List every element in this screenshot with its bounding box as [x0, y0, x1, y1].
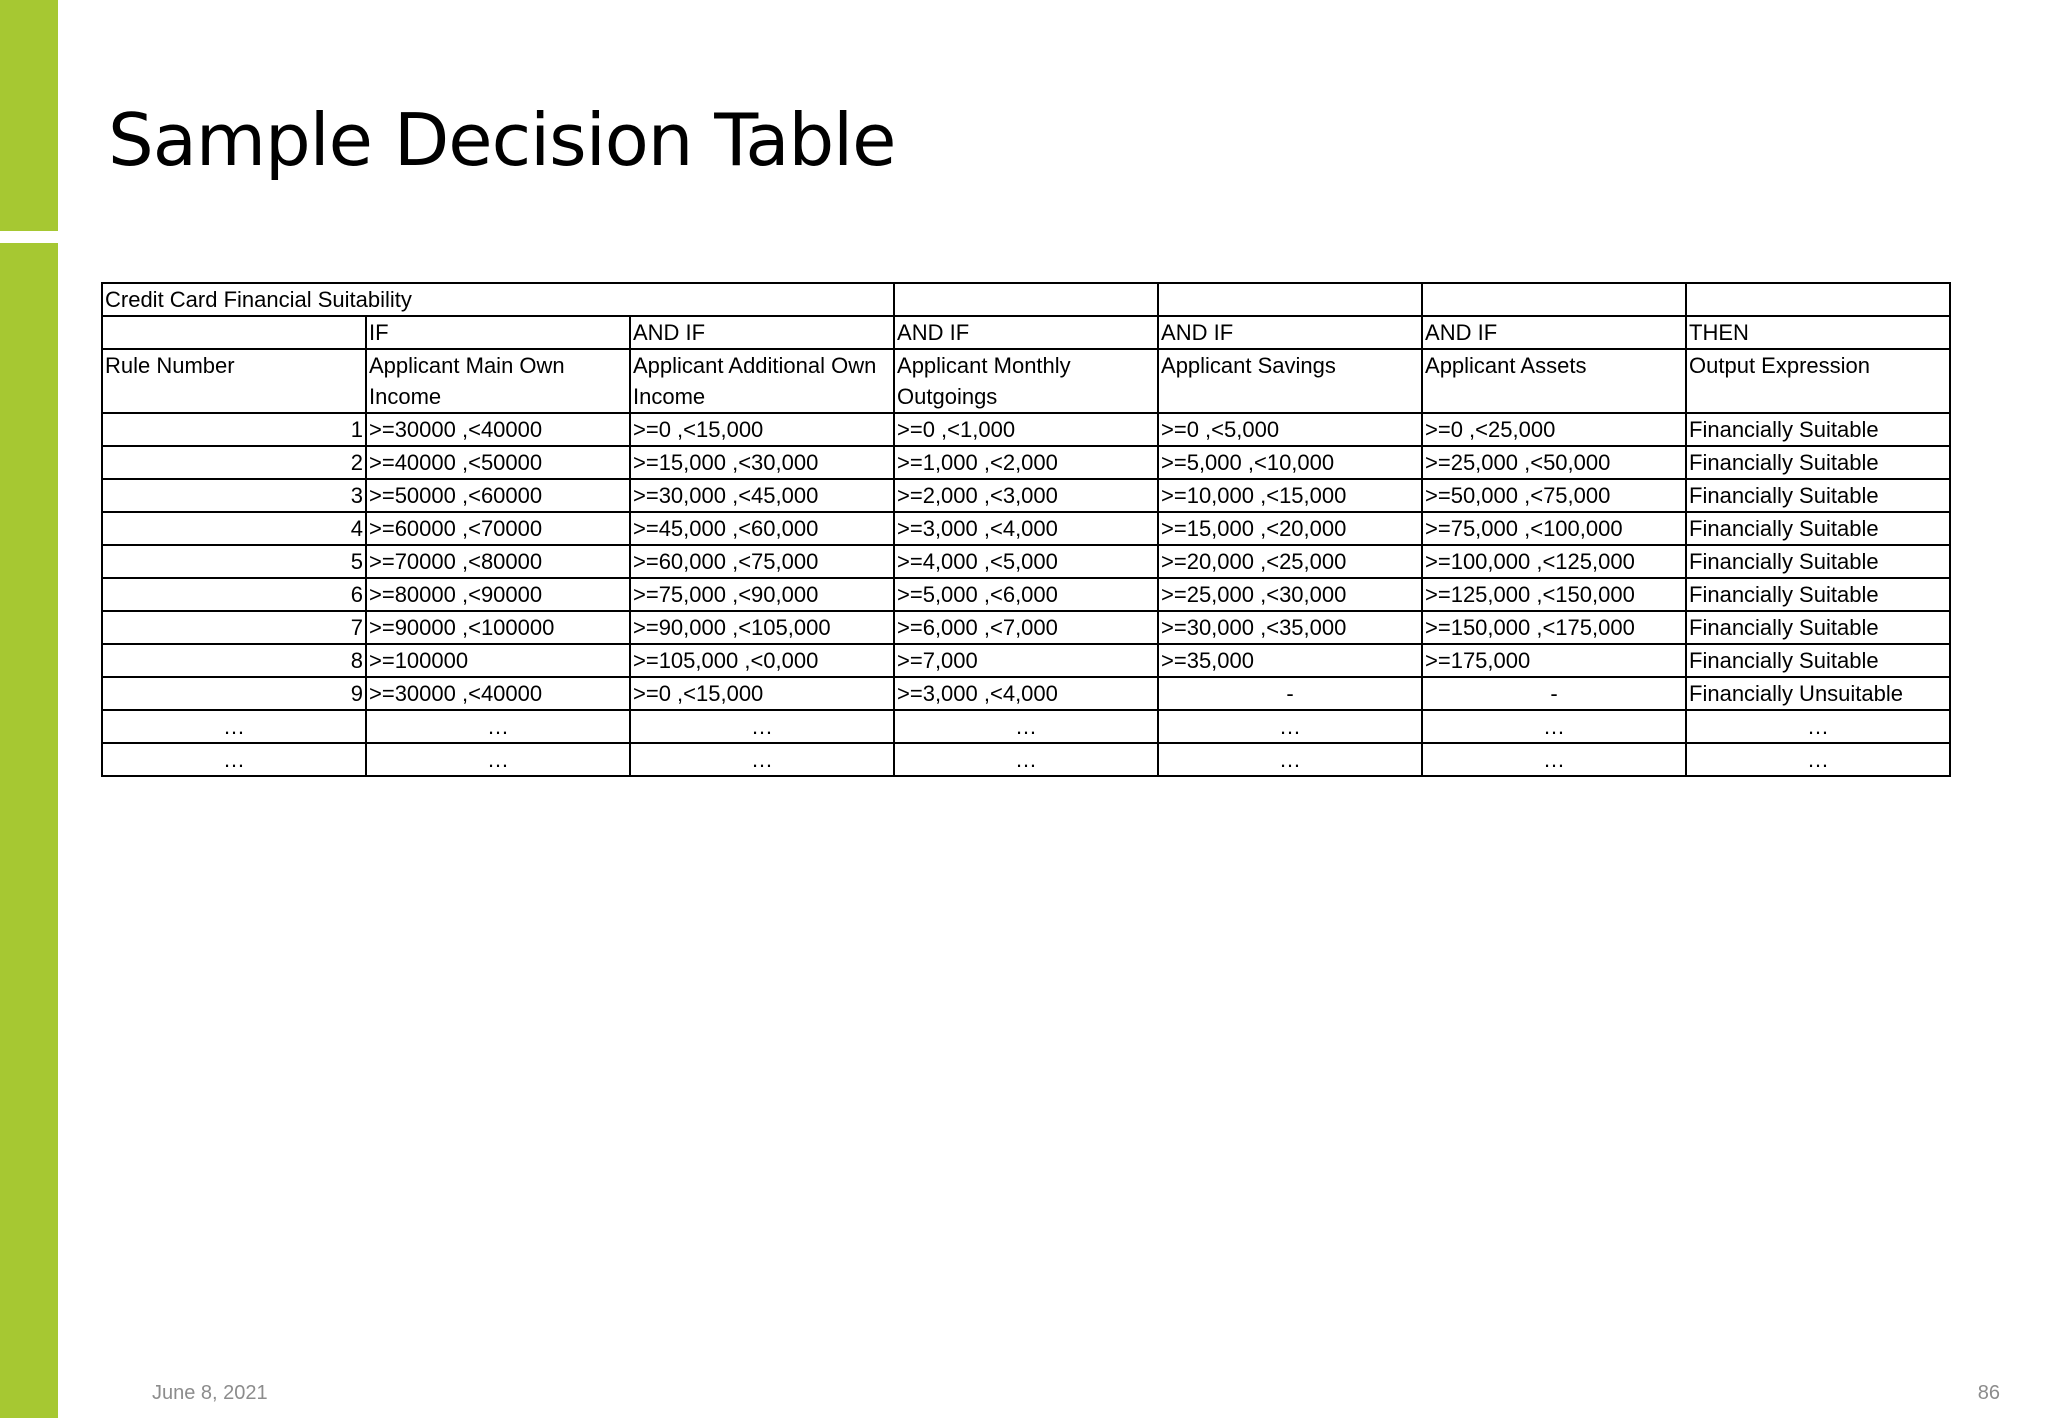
table-cell: >=0 ,<1,000 [894, 413, 1158, 446]
table-cell: >=90,000 ,<105,000 [630, 611, 894, 644]
output-cell: Financially Suitable [1686, 413, 1950, 446]
table-cell: >=70000 ,<80000 [366, 545, 630, 578]
ellipsis-cell: … [630, 743, 894, 776]
table-row [102, 446, 1950, 479]
table-cell: >=5,000 ,<6,000 [894, 578, 1158, 611]
table-cell: >=10,000 ,<15,000 [1158, 479, 1422, 512]
table-cell: - [1422, 677, 1686, 710]
table-cell: >=0 ,<15,000 [630, 413, 894, 446]
table-cell: >=15,000 ,<20,000 [1158, 512, 1422, 545]
ellipsis-cell: … [1158, 743, 1422, 776]
table-cell: >=25,000 ,<30,000 [1158, 578, 1422, 611]
output-cell: Financially Suitable [1686, 578, 1950, 611]
table-cell: >=75,000 ,<90,000 [630, 578, 894, 611]
ellipsis-cell: … [102, 710, 366, 743]
ellipsis-cell: … [366, 710, 630, 743]
table-row [102, 611, 1950, 644]
table-title-row [102, 283, 1950, 316]
table-cell: >=30000 ,<40000 [366, 677, 630, 710]
rule-number: 2 [102, 446, 366, 479]
table-cell: >=0 ,<15,000 [630, 677, 894, 710]
table-cell: >=4,000 ,<5,000 [894, 545, 1158, 578]
table-cell: >=6,000 ,<7,000 [894, 611, 1158, 644]
output-cell: Financially Unsuitable [1686, 677, 1950, 710]
column-header: Applicant Monthly Outgoings [894, 349, 1158, 413]
table-cell: >=80000 ,<90000 [366, 578, 630, 611]
ellipsis-cell: … [366, 743, 630, 776]
decision-table-container [101, 282, 1951, 777]
table-cell: >=100,000 ,<125,000 [1422, 545, 1686, 578]
table-row [102, 512, 1950, 545]
header-row [102, 349, 1950, 413]
table-cell: >=0 ,<5,000 [1158, 413, 1422, 446]
condition-cell: AND IF [1158, 316, 1422, 349]
table-cell: >=50000 ,<60000 [366, 479, 630, 512]
ellipsis-cell: … [894, 743, 1158, 776]
ellipsis-cell: … [630, 710, 894, 743]
table-cell: >=0 ,<25,000 [1422, 413, 1686, 446]
rule-number: 8 [102, 644, 366, 677]
table-cell: >=50,000 ,<75,000 [1422, 479, 1686, 512]
slide-title: Sample Decision Table [108, 98, 896, 182]
output-cell: Financially Suitable [1686, 545, 1950, 578]
table-cell: >=40000 ,<50000 [366, 446, 630, 479]
ellipsis-cell: … [1158, 710, 1422, 743]
table-cell: >=15,000 ,<30,000 [630, 446, 894, 479]
rule-number: 7 [102, 611, 366, 644]
empty-cell [102, 316, 366, 349]
empty-cell [1686, 283, 1950, 316]
rule-number: 6 [102, 578, 366, 611]
table-cell: >=30000 ,<40000 [366, 413, 630, 446]
table-row [102, 545, 1950, 578]
rule-number: 3 [102, 479, 366, 512]
table-row [102, 710, 1950, 743]
output-cell: Financially Suitable [1686, 446, 1950, 479]
rule-number: 4 [102, 512, 366, 545]
table-cell: >=35,000 [1158, 644, 1422, 677]
rule-number: 5 [102, 545, 366, 578]
page-number: 86 [1977, 1382, 2000, 1404]
condition-cell: AND IF [630, 316, 894, 349]
column-header: Applicant Main Own Income [366, 349, 630, 413]
output-cell: Financially Suitable [1686, 644, 1950, 677]
rule-number: 1 [102, 413, 366, 446]
table-cell: >=125,000 ,<150,000 [1422, 578, 1686, 611]
table-cell: >=105,000 ,<0,000 [630, 644, 894, 677]
table-cell: >=90000 ,<100000 [366, 611, 630, 644]
table-cell: >=175,000 [1422, 644, 1686, 677]
ellipsis-cell: … [894, 710, 1158, 743]
empty-cell [894, 283, 1158, 316]
table-cell: >=60,000 ,<75,000 [630, 545, 894, 578]
condition-row [102, 316, 1950, 349]
accent-bar-top [0, 0, 58, 231]
ellipsis-cell: … [102, 743, 366, 776]
ellipsis-cell: … [1686, 743, 1950, 776]
column-header: Applicant Savings [1158, 349, 1422, 413]
condition-cell: THEN [1686, 316, 1950, 349]
accent-bar-bottom [0, 243, 58, 1418]
table-cell: >=30,000 ,<45,000 [630, 479, 894, 512]
ellipsis-cell: … [1422, 710, 1686, 743]
rule-number: 9 [102, 677, 366, 710]
table-cell: >=45,000 ,<60,000 [630, 512, 894, 545]
table-cell: >=3,000 ,<4,000 [894, 677, 1158, 710]
table-cell: >=7,000 [894, 644, 1158, 677]
table-row [102, 479, 1950, 512]
output-cell: Financially Suitable [1686, 479, 1950, 512]
table-cell: >=150,000 ,<175,000 [1422, 611, 1686, 644]
output-cell: Financially Suitable [1686, 512, 1950, 545]
table-cell: >=2,000 ,<3,000 [894, 479, 1158, 512]
table-cell: >=20,000 ,<25,000 [1158, 545, 1422, 578]
output-cell: Financially Suitable [1686, 611, 1950, 644]
table-row [102, 743, 1950, 776]
column-header: Applicant Assets [1422, 349, 1686, 413]
table-cell: >=25,000 ,<50,000 [1422, 446, 1686, 479]
table-cell: >=3,000 ,<4,000 [894, 512, 1158, 545]
table-cell: - [1158, 677, 1422, 710]
empty-cell [1158, 283, 1422, 316]
decision-table [101, 282, 1951, 777]
table-cell: >=60000 ,<70000 [366, 512, 630, 545]
table-row [102, 413, 1950, 446]
empty-cell [1422, 283, 1686, 316]
ellipsis-cell: … [1422, 743, 1686, 776]
column-header: Output Expression [1686, 349, 1950, 413]
footer-date: June 8, 2021 [152, 1382, 268, 1404]
ellipsis-cell: … [1686, 710, 1950, 743]
table-row [102, 677, 1950, 710]
condition-cell: AND IF [1422, 316, 1686, 349]
table-cell: >=100000 [366, 644, 630, 677]
table-cell: >=1,000 ,<2,000 [894, 446, 1158, 479]
table-row [102, 578, 1950, 611]
table-cell: >=30,000 ,<35,000 [1158, 611, 1422, 644]
condition-cell: AND IF [894, 316, 1158, 349]
table-title: Credit Card Financial Suitability [102, 283, 894, 316]
column-header: Applicant Additional Own Income [630, 349, 894, 413]
table-cell: >=75,000 ,<100,000 [1422, 512, 1686, 545]
column-header: Rule Number [102, 349, 366, 413]
table-row [102, 644, 1950, 677]
condition-cell: IF [366, 316, 630, 349]
table-cell: >=5,000 ,<10,000 [1158, 446, 1422, 479]
